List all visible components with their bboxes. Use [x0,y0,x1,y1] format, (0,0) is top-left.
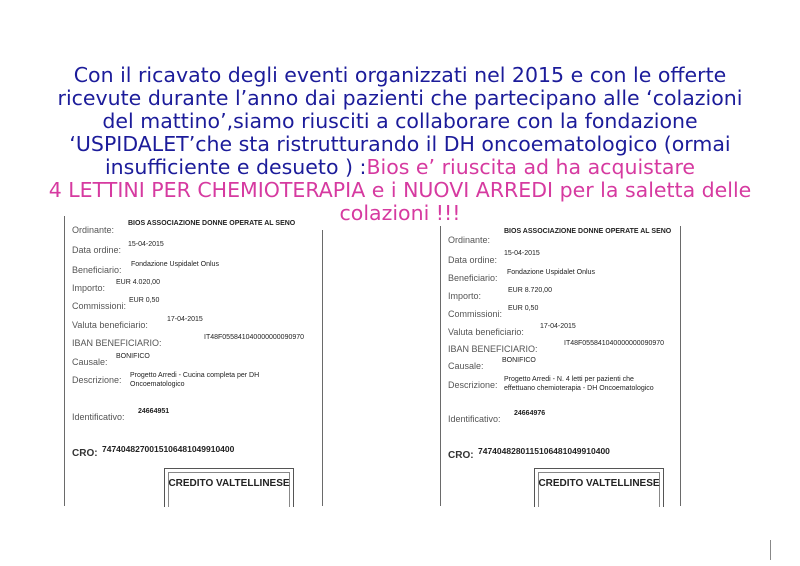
field-identificativo: Identificativo: 24664976 [448,410,546,424]
headline-text [40,64,760,225]
field-commissioni: Commissioni: EUR 0,50 [448,305,539,319]
field-iban: IBAN BENEFICIARIO: IT48F055841040000000090970 [72,334,305,348]
field-beneficiario: Beneficiario: Fondazione Uspidalet Onlus [448,269,595,283]
headline-intro: Con il ricavato degli eventi organizzati nel 2015 e con le offerte ricevute durante l’anno dai pazienti che partecipano alle ‘colazioni del mattino’,siamo riusciti a collaborare con la fondazione ‘USPIDALET’che sta ristrutturando il DH oncoematologico (ormai insufficiente e desueto ) : [57,63,743,179]
field-causale: Causale: BONIFICO [72,353,150,367]
field-iban: IBAN BENEFICIARIO: IT48F055841040000000090970 [448,340,665,354]
field-causale: Causale: BONIFICO [448,357,536,371]
field-ordinante: Ordinante: BIOS ASSOCIAZIONE DONNE OPERATE AL SENO [72,220,296,235]
receipt-border [680,226,681,506]
receipt-border [440,226,441,506]
field-beneficiario: Beneficiario: Fondazione Uspidalet Onlus [72,261,219,275]
bank-stamp: CREDITO VALTELLINESE [534,468,664,507]
field-identificativo: Identificativo: 24664951 [72,408,170,422]
scan-mark [770,540,771,560]
field-descrizione: Descrizione: Progetto Arredi - Cucina completa per DH Oncoematologico [72,372,260,388]
headline-highlight-2: 4 LETTINI PER CHEMIOTERAPIA e i NUOVI ARREDI per la saletta delle colazioni !!! [48,178,752,225]
field-importo: Importo: EUR 4.020,00 [72,279,160,293]
field-importo: Importo: EUR 8.720,00 [448,287,552,301]
field-descrizione: Descrizione: Progetto Arredi - N. 4 letti per pazienti che effettuano chemioterapia - DH Oncoematologico [448,376,654,392]
field-commissioni: Commissioni: EUR 0,50 [72,297,160,311]
field-cro: CRO: 747404828011510648104991040​0 [448,446,610,461]
receipt-1 [64,216,330,506]
receipt-border [64,216,65,506]
field-valuta: Valuta beneficiario: 17-04-2015 [448,323,576,337]
receipt-border [322,230,323,506]
bank-stamp: CREDITO VALTELLINESE [164,468,294,507]
receipt-2 [440,226,688,506]
field-data-ordine: Data ordine: 15-04-2015 [72,241,164,255]
field-data-ordine: Data ordine: 15-04-2015 [448,250,540,265]
field-valuta: Valuta beneficiario: 17-04-2015 [72,316,203,330]
headline-highlight-1: Bios e’ riuscita ad ha acquistare [366,155,696,179]
field-cro: CRO: 747404827001510648104991040​0 [72,444,235,459]
field-ordinante: Ordinante: BIOS ASSOCIAZIONE DONNE OPERATE AL SENO [448,228,672,245]
